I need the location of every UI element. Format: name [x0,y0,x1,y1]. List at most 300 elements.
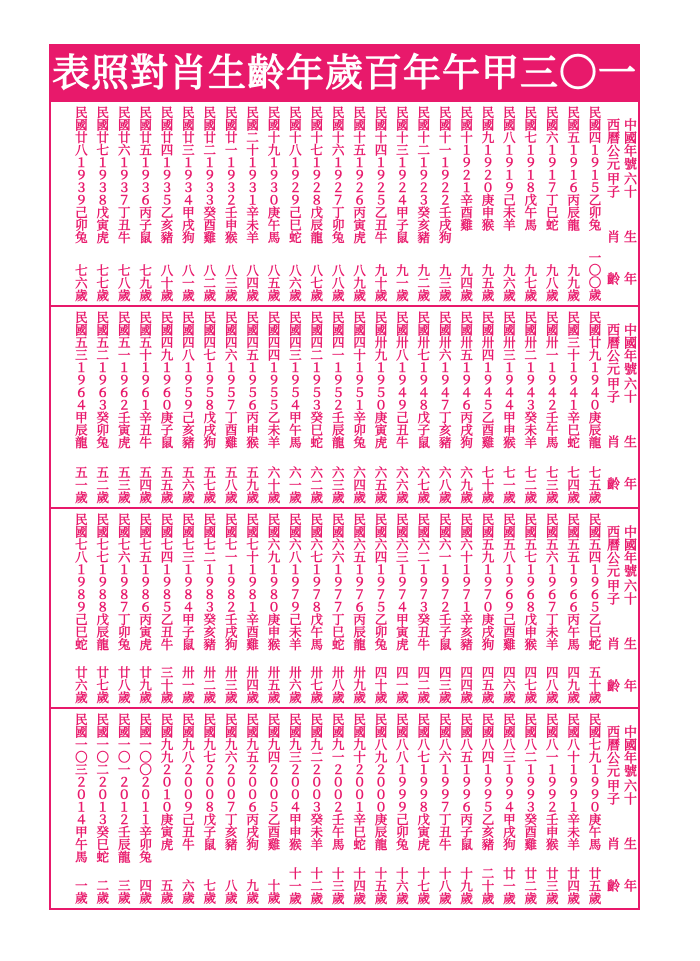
header-age-1: 齡 [604,272,619,285]
age-label: 八四歲 [244,263,260,301]
year-column [217,311,237,503]
year-column [560,513,580,703]
age-label: 六二歲 [308,465,324,503]
age-label: 七十歲 [480,465,495,503]
header-sexagenary: 六十 [621,172,636,198]
year-entry: 民國一〇〇２０１１辛卯兔 [137,713,153,863]
header-age-1: 齡 [604,477,619,490]
age-label: 九一歲 [394,263,410,301]
year-entry: 民國十１９２１辛酉雞 [458,106,474,231]
age-label: 四六歲 [501,665,517,703]
age-label: 七八歲 [116,263,132,301]
age-label: 八十歲 [159,263,174,301]
age-label: 七六歲 [73,263,89,301]
age-label: 六八歲 [437,465,453,503]
age-label: 八一歲 [180,263,196,301]
header-age-1: 齡 [604,879,619,892]
year-entry: 民國十九１９３０庚午馬 [266,106,281,244]
year-entry: 民國九九２０１０庚寅虎 [159,713,174,851]
year-entry: 民國九五２００６丙戌狗 [244,713,260,851]
age-label: 八二歲 [201,263,217,301]
age-label: 卅三歲 [223,665,239,703]
age-label: 五二歲 [94,465,110,503]
year-entry: 民國九一２００２壬午馬 [330,713,346,851]
year-column [132,106,152,301]
age-label: 七七歲 [94,263,110,301]
year-column [346,713,366,904]
year-column [303,713,323,904]
year-column [346,311,366,503]
year-column [431,713,451,904]
header-sexagenary-2: 甲子 [604,377,619,403]
age-label: 十八歲 [437,866,453,904]
year-entry: 民國九二２００３癸未羊 [308,713,324,851]
age-label: 十九歲 [458,866,474,904]
year-entry: 民國二十１９３１辛未羊 [244,106,260,244]
year-column [217,513,237,703]
year-column [367,106,387,301]
year-column [431,513,451,703]
age-label: 九五歲 [480,263,495,301]
age-label: 九十歲 [373,263,388,301]
year-entry: 民國十三１９２４甲子鼠 [394,106,410,244]
year-entry: 民國五一１９６２壬寅虎 [116,311,132,449]
age-label: 十三歲 [330,866,346,904]
year-column [67,513,87,703]
age-label: 卅二歲 [201,665,217,703]
year-entry: 民國卅二１９４３癸未羊 [522,311,538,449]
year-entry: 民國六四１９７５乙卯兔 [373,513,388,651]
age-label: 廿八歲 [116,665,132,703]
age-label: 五六歲 [180,465,196,503]
year-entry: 民國一〇二２０１３癸巳蛇 [94,713,110,863]
year-column [410,713,430,904]
age-label: 二十歲 [480,866,495,904]
age-label: 四一歲 [394,665,410,703]
age-label: 卅六歲 [287,665,303,703]
year-column [495,311,515,503]
age-label: 卅七歲 [308,665,324,703]
year-entry: 民國八五１９９６丙子鼠 [458,713,474,851]
year-entry: 民國六五１９７６丙辰龍 [351,513,367,651]
year-column [560,106,580,301]
age-label: 卅九歲 [351,665,367,703]
header-age-2: 年 [621,879,636,892]
year-column [110,513,130,703]
year-entry: 民國五１９１６丙辰龍 [565,106,581,231]
header-zodiac-1: 肖 [604,230,619,243]
year-column [453,713,473,904]
year-column [560,311,580,503]
year-column [367,713,387,904]
year-entry: 民國五三１９６４甲辰龍 [73,311,89,449]
age-label: 九七歲 [522,263,538,301]
year-column [260,106,280,301]
year-entry: 民國八一１９９２壬申猴 [544,713,560,851]
year-entry: 民國九十２００１辛巳蛇 [351,713,367,851]
year-column [517,106,537,301]
age-label: 四七歲 [522,665,538,703]
header-zodiac-2: 生 [621,230,636,243]
year-entry: 民國八二１９９３癸酉雞 [522,713,538,851]
column-header [603,309,639,505]
year-column [89,713,109,904]
year-column [538,106,558,301]
year-entry: 民國五八１９６９己酉雞 [501,513,517,651]
year-entry: 民國卅四１９４５乙酉雞 [480,311,495,449]
header-sexagenary-2: 甲子 [604,779,619,805]
year-entry: 民國四十１９５１辛卯兔 [351,311,367,449]
year-column [132,311,152,503]
age-label: 廿五歲 [587,866,602,904]
year-column [153,713,173,904]
year-entry: 民國九八２００９己丑牛 [180,713,196,851]
header-zodiac-1: 肖 [604,837,619,850]
year-entry: 民國六九１９８０庚申猴 [266,513,281,651]
year-entry: 民國五五１９６６丙午馬 [565,513,581,651]
year-entry: 民國七五１９８６丙寅虎 [137,513,153,651]
year-entry: 民國七九１９９０庚午馬 [587,713,602,851]
year-entry: 民國十四１９２５乙丑牛 [373,106,388,244]
band-divider [49,507,640,509]
year-column [196,106,216,301]
age-label: 八三歲 [223,263,239,301]
header-year-name: 中國年號 [621,525,636,577]
year-column [89,513,109,703]
year-entry: 民國六八１９７９己未羊 [287,513,303,651]
year-column [453,106,473,301]
age-label: 一歲 [73,879,89,904]
age-label: 五九歲 [244,465,260,503]
age-label: 四九歲 [565,665,581,703]
age-label: 十五歲 [373,866,388,904]
year-entry: 民國卅七１９４８戊子鼠 [415,311,431,449]
year-column [110,311,130,503]
year-column [346,106,366,301]
year-column [388,713,408,904]
year-column [239,311,259,503]
year-entry: 民國八六１９９７丁丑牛 [437,713,453,851]
age-label: 六五歲 [373,465,388,503]
year-entry: 民國十一１９２２壬戌狗 [437,106,453,244]
year-column [132,513,152,703]
age-label: 四二歲 [415,665,431,703]
year-entry: 民國七七１９８８戊辰龍 [94,513,110,651]
year-entry: 民國廿九１９４０庚辰龍 [587,311,602,449]
age-label: 廿四歲 [565,866,581,904]
year-column [196,311,216,503]
year-column [260,513,280,703]
year-entry: 民國八八１９９９己卯兔 [394,713,410,851]
age-label: 六六歲 [394,465,410,503]
header-zodiac-2: 生 [621,435,636,448]
year-column [281,106,301,301]
year-column [67,311,87,503]
header-sexagenary: 六十 [621,579,636,605]
year-column [474,311,494,503]
age-label: 七二歲 [522,465,538,503]
year-entry: 民國八１９１９己未羊 [501,106,517,231]
year-column [260,311,280,503]
year-entry: 民國八三１９９４甲戌狗 [501,713,517,851]
year-column [281,713,301,904]
year-entry: 民國五四１９６５乙巳蛇 [587,513,602,651]
year-entry: 民國廿一１９３２壬申猴 [223,106,239,244]
year-entry: 民國卅一１９４２壬午馬 [544,311,560,449]
age-label: 六十歲 [266,465,281,503]
age-label: 卅五歲 [266,665,281,703]
year-column [495,713,515,904]
year-entry: 民國七八１９８９己巳蛇 [73,513,89,651]
year-column [239,513,259,703]
year-column [153,311,173,503]
year-column [89,106,109,301]
year-column [196,513,216,703]
year-entry: 民國四九１９６０庚子鼠 [159,311,174,449]
header-western-year: 西曆公元 [604,323,619,375]
year-column [303,311,323,503]
year-column [538,311,558,503]
year-entry: 民國廿四１９３５乙亥豬 [159,106,174,244]
year-entry: 民國六七１９７８戊午馬 [308,513,324,651]
age-label: 十一歲 [287,866,303,904]
year-entry: 民國七二１９８３癸亥豬 [201,513,217,651]
year-column [174,311,194,503]
age-label: 八歲 [223,879,239,904]
header-year-name: 中國年號 [621,118,636,170]
year-entry: 民國四一１９５２壬辰龍 [330,311,346,449]
year-column [324,513,344,703]
year-column [538,713,558,904]
age-label: 二歲 [94,879,110,904]
column-header [603,711,639,906]
year-column [474,513,494,703]
age-label: 廿二歲 [522,866,538,904]
year-column [303,106,323,301]
year-column [474,713,494,904]
age-label: 四三歲 [437,665,453,703]
age-label: 十七歲 [415,866,431,904]
year-column [410,311,430,503]
age-label: 五五歲 [159,465,174,503]
year-column [517,713,537,904]
year-entry: 民國四１９１５乙卯兔 [587,106,602,231]
year-column [453,311,473,503]
age-label: 十四歲 [351,866,367,904]
year-entry: 民國六一１９７２壬子鼠 [437,513,453,651]
age-label: 六七歲 [415,465,431,503]
page-title: 表照對肖生齡年歲百年午甲三〇一 [51,50,637,95]
year-column [431,106,451,301]
age-label: 五歲 [159,879,174,904]
age-label: 六九歲 [458,465,474,503]
year-column [303,513,323,703]
year-column [388,106,408,301]
year-entry: 民國四八１９５９己亥豬 [180,311,196,449]
year-entry: 民國七三１９８４甲子鼠 [180,513,196,651]
year-entry: 民國八九２０００庚辰龍 [373,713,388,851]
year-entry: 民國十六１９２７丁卯兔 [330,106,346,244]
year-entry: 民國九四２００５乙酉雞 [266,713,281,851]
year-entry: 民國七十１９８１辛酉雞 [244,513,260,651]
age-label: 四歲 [137,879,153,904]
year-entry: 民國卅六１９４７丁亥豬 [437,311,453,449]
year-column [517,311,537,503]
year-entry: 民國七四１９８５乙丑牛 [159,513,174,651]
year-column [346,513,366,703]
header-sexagenary-2: 甲子 [604,579,619,605]
band-divider [49,707,640,709]
year-column [581,513,601,703]
year-column [410,106,430,301]
year-column [431,311,451,503]
year-entry: 民國五七１９６８戊申猴 [522,513,538,651]
year-column [217,106,237,301]
year-column [560,713,580,904]
age-label: 六三歲 [330,465,346,503]
year-entry: 民國九七２００８戊子鼠 [201,713,217,851]
age-label: 九歲 [244,879,260,904]
year-column [495,106,515,301]
age-label: 廿九歲 [137,665,153,703]
year-entry: 民國廿六１９３７丁丑牛 [116,106,132,244]
header-sexagenary: 六十 [621,779,636,805]
year-column [67,713,87,904]
year-column [538,513,558,703]
year-entry: 民國卅三１９４４甲申猴 [501,311,517,449]
age-label: 四五歲 [480,665,495,703]
header-age-2: 年 [621,477,636,490]
year-column [388,311,408,503]
header-sexagenary: 六十 [621,377,636,403]
age-label: 三十歲 [159,665,174,703]
age-label: 九八歲 [544,263,560,301]
year-entry: 民國廿七１９３８戊寅虎 [94,106,110,244]
year-column [410,513,430,703]
age-label: 九九歲 [565,263,581,301]
year-entry: 民國一〇一２０１２壬辰龍 [116,713,132,863]
year-entry: 民國卅九１９５０庚寅虎 [373,311,388,449]
header-age-2: 年 [621,679,636,692]
year-column [281,513,301,703]
header-age-1: 齡 [604,679,619,692]
age-label: 七九歲 [137,263,153,301]
year-entry: 民國廿八１９３９己卯兔 [73,106,89,244]
year-entry: 民國卅八１９４９己丑牛 [394,311,410,449]
year-entry: 民國廿三１９３４甲戌狗 [180,106,196,244]
year-column [474,106,494,301]
age-label: 七四歲 [565,465,581,503]
header-western-year: 西曆公元 [604,118,619,170]
year-entry: 民國五十１９６１辛丑牛 [137,311,153,449]
age-label: 六四歲 [351,465,367,503]
year-entry: 民國六二１９７３癸丑牛 [415,513,431,651]
year-entry: 民國六三１９７４甲寅虎 [394,513,410,651]
age-label: 廿七歲 [94,665,110,703]
year-entry: 民國九１９２０庚申猴 [480,106,495,231]
year-column [174,106,194,301]
age-label: 廿六歲 [73,665,89,703]
year-column [581,713,601,904]
year-entry: 民國八四１９９５乙亥豬 [480,713,495,851]
year-column [324,713,344,904]
year-column [581,311,601,503]
age-label: 四八歲 [544,665,560,703]
age-label: 八九歲 [351,263,367,301]
column-header [603,511,639,705]
age-label: 八八歲 [330,263,346,301]
year-column [89,311,109,503]
age-label: 七五歲 [587,465,602,503]
age-label: 四四歲 [458,665,474,703]
year-column [132,713,152,904]
age-label: 十二歲 [308,866,324,904]
age-label: 五七歲 [201,465,217,503]
year-entry: 民國十八１９２９己巳蛇 [287,106,303,244]
year-entry: 民國四五１９５６丙申猴 [244,311,260,449]
year-column [217,713,237,904]
year-column [260,713,280,904]
age-label: 七三歲 [544,465,560,503]
year-column [495,513,515,703]
year-entry: 民國五九１９７０庚戌狗 [480,513,495,651]
age-label: 五三歲 [116,465,132,503]
age-label: 九六歲 [501,263,517,301]
year-entry: 民國四三１９５４甲午馬 [287,311,303,449]
year-column [153,513,173,703]
age-label: 卅一歲 [180,665,196,703]
header-western-year: 西曆公元 [604,725,619,777]
year-column [581,106,601,301]
header-year-name: 中國年號 [621,725,636,777]
age-label: 六一歲 [287,465,303,503]
year-entry: 民國六十１９７１辛亥豬 [458,513,474,651]
year-column [174,513,194,703]
age-label: 九二歲 [415,263,431,301]
year-column [153,106,173,301]
header-zodiac-1: 肖 [604,435,619,448]
age-label: 八七歲 [308,263,324,301]
year-column [367,311,387,503]
year-column [388,513,408,703]
year-entry: 民國八七１９９８戊寅虎 [415,713,431,851]
year-entry: 民國十二１９２３癸亥豬 [415,106,431,244]
age-label: 四十歲 [373,665,388,703]
year-column [196,713,216,904]
year-entry: 民國六六１９７７丁巳蛇 [330,513,346,651]
header-zodiac-1: 肖 [604,637,619,650]
age-label: 廿一歲 [501,866,517,904]
age-label: 七歲 [201,879,217,904]
age-label: 七一歲 [501,465,517,503]
header-sexagenary-2: 甲子 [604,172,619,198]
age-label: 一〇〇歲 [587,251,602,301]
year-entry: 民國五六１９６７丁未羊 [544,513,560,651]
column-header [603,104,639,303]
year-entry: 民國十五１９２６丙寅虎 [351,106,367,244]
year-entry: 民國五二１９６３癸卯兔 [94,311,110,449]
year-column [110,106,130,301]
age-label: 十歲 [266,879,281,904]
year-entry: 民國廿二１９３３癸酉雞 [201,106,217,244]
age-label: 三歲 [116,879,132,904]
header-zodiac-2: 生 [621,837,636,850]
header-age-2: 年 [621,272,636,285]
year-column [174,713,194,904]
age-label: 卅四歲 [244,665,260,703]
age-label: 八六歲 [287,263,303,301]
age-label: 九三歲 [437,263,453,301]
